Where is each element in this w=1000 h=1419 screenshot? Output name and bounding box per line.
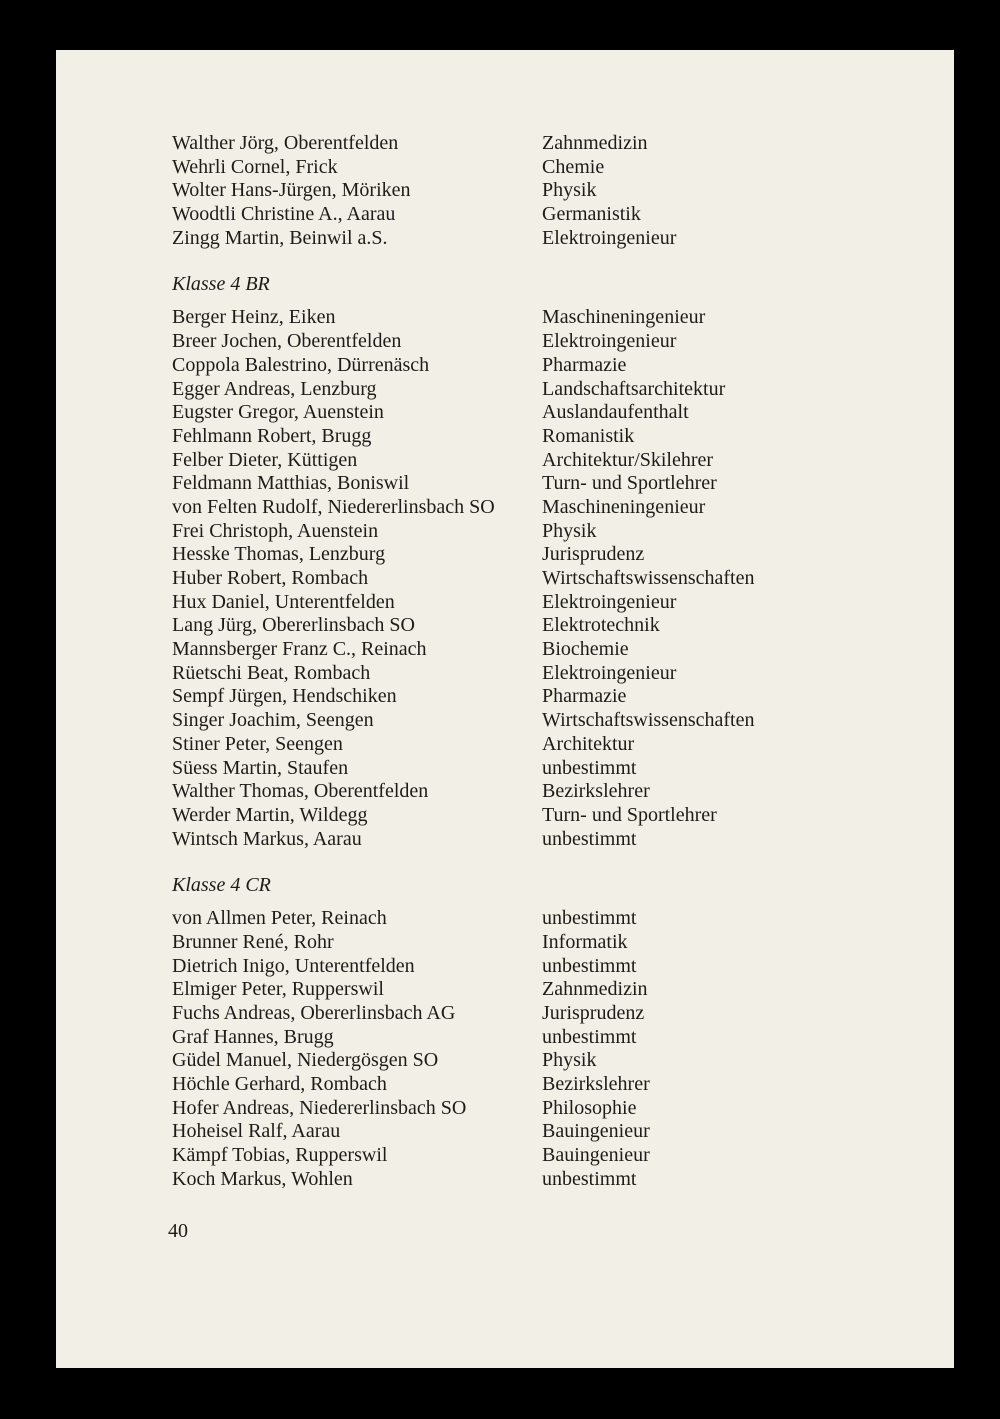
list-item (172, 472, 892, 496)
list-item (172, 1026, 892, 1050)
list-item (172, 955, 892, 979)
student-name: Breer Jochen, Oberentfelden (172, 330, 402, 353)
student-name: Stiner Peter, Seengen (172, 732, 343, 755)
student-name: Hofer Andreas, Niedererlinsbach SO (172, 1096, 467, 1119)
study-subject: Physik (542, 179, 597, 202)
list-item (172, 227, 892, 251)
study-subject: Maschineningenieur (542, 495, 706, 518)
student-name: Woodtli Christine A., Aarau (172, 203, 396, 226)
study-subject: Bezirkslehrer (542, 1073, 650, 1096)
list-item (172, 132, 892, 156)
student-name: Graf Hannes, Brugg (172, 1025, 334, 1048)
study-subject: Bezirkslehrer (542, 780, 650, 803)
study-subject: Elektrotechnik (542, 614, 660, 637)
study-subject: unbestimmt (542, 907, 637, 930)
student-name: Wolter Hans-Jürgen, Möriken (172, 179, 411, 202)
student-name: Lang Jürg, Obererlinsbach SO (172, 614, 415, 637)
list-item (172, 330, 892, 354)
student-name: Coppola Balestrino, Dürrenäsch (172, 353, 430, 376)
section-klasse-4-cr (172, 873, 892, 1191)
list-item (172, 638, 892, 662)
student-name: Fehlmann Robert, Brugg (172, 424, 372, 447)
study-subject: unbestimmt (542, 954, 637, 977)
study-subject: Zahnmedizin (542, 978, 648, 1001)
list-item (172, 496, 892, 520)
student-name: Hesske Thomas, Lenzburg (172, 543, 386, 566)
student-name: Eugster Gregor, Auenstein (172, 401, 384, 424)
list-item (172, 828, 892, 852)
list-item (172, 1049, 892, 1073)
list-item (172, 306, 892, 330)
student-name: Walther Jörg, Oberentfelden (172, 132, 399, 154)
student-name: von Felten Rudolf, Niedererlinsbach SO (172, 495, 495, 518)
list-item (172, 354, 892, 378)
list-item (172, 978, 892, 1002)
study-subject: Elektroingenieur (542, 330, 677, 353)
student-name: Süess Martin, Staufen (172, 756, 349, 779)
student-name: Egger Andreas, Lenzburg (172, 377, 377, 400)
list-item (172, 614, 892, 638)
list-item (172, 567, 892, 591)
study-subject: Landschaftsarchitektur (542, 377, 726, 400)
study-subject: Jurisprudenz (542, 1002, 645, 1024)
student-name: Berger Heinz, Eiken (172, 306, 336, 329)
list-item (172, 401, 892, 425)
student-name: Hux Daniel, Unterentfelden (172, 590, 395, 613)
student-name: Höchle Gerhard, Rombach (172, 1073, 387, 1096)
study-subject: Romanistik (542, 424, 635, 447)
page-number: 40 (168, 1220, 188, 1242)
list-item (172, 804, 892, 828)
list-item (172, 1144, 892, 1168)
list-item (172, 591, 892, 615)
student-name: Hoheisel Ralf, Aarau (172, 1120, 341, 1143)
student-name: Güdel Manuel, Niedergösgen SO (172, 1049, 439, 1072)
list-item (172, 203, 892, 227)
list-item (172, 179, 892, 203)
list-item (172, 1120, 892, 1144)
study-subject: unbestimmt (542, 1025, 637, 1048)
list-item (172, 685, 892, 709)
student-name: Wehrli Cornel, Frick (172, 155, 338, 178)
student-name: Feldmann Matthias, Boniswil (172, 472, 410, 495)
section-heading: Klasse 4 BR (172, 273, 270, 296)
study-subject: Zahnmedizin (542, 132, 648, 154)
student-name: Kämpf Tobias, Rupperswil (172, 1144, 388, 1167)
section-heading: Klasse 4 CR (172, 874, 271, 897)
student-name: Huber Robert, Rombach (172, 567, 369, 589)
list-item (172, 378, 892, 402)
list-item (172, 543, 892, 567)
student-name: Rüetschi Beat, Rombach (172, 661, 371, 684)
student-name: Wintsch Markus, Aarau (172, 827, 362, 850)
study-subject: unbestimmt (542, 756, 637, 779)
student-name: Felber Dieter, Küttigen (172, 448, 358, 471)
list-item (172, 449, 892, 473)
list-item (172, 931, 892, 955)
study-subject: Biochemie (542, 638, 629, 661)
study-subject: Chemie (542, 155, 605, 178)
study-subject: Bauingenieur (542, 1120, 650, 1143)
study-subject: unbestimmt (542, 1167, 637, 1190)
document-page (56, 50, 954, 1368)
study-subject: unbestimmt (542, 827, 637, 850)
study-subject: Philosophie (542, 1096, 637, 1119)
study-subject: Maschineningenieur (542, 306, 706, 329)
study-subject: Jurisprudenz (542, 543, 645, 566)
study-subject: Informatik (542, 930, 628, 953)
section-klasse-4-br (172, 272, 892, 851)
student-name: Koch Markus, Wohlen (172, 1167, 353, 1190)
student-name: Werder Martin, Wildegg (172, 803, 368, 826)
student-name: Singer Joachim, Seengen (172, 709, 374, 732)
student-name: Sempf Jürgen, Hendschiken (172, 685, 397, 708)
section-continuation (172, 132, 892, 250)
list-item (172, 1002, 892, 1026)
study-subject: Physik (542, 519, 597, 542)
list-item (172, 662, 892, 686)
student-name: Mannsberger Franz C., Reinach (172, 638, 427, 661)
study-subject: Auslandaufenthalt (542, 401, 689, 424)
list-item (172, 1097, 892, 1121)
study-subject: Turn- und Sportlehrer (542, 803, 717, 826)
student-name: Dietrich Inigo, Unterentfelden (172, 954, 415, 977)
student-name: Fuchs Andreas, Obererlinsbach AG (172, 1002, 456, 1024)
student-name: Brunner René, Rohr (172, 930, 334, 953)
student-name: Frei Christoph, Auenstein (172, 519, 379, 542)
study-subject: Germanistik (542, 203, 641, 226)
study-subject: Physik (542, 1049, 597, 1072)
study-subject: Turn- und Sportlehrer (542, 472, 717, 495)
list-item (172, 907, 892, 931)
student-name: Elmiger Peter, Rupperswil (172, 978, 384, 1001)
list-item (172, 425, 892, 449)
study-subject: Elektroingenieur (542, 226, 677, 249)
student-name: von Allmen Peter, Reinach (172, 907, 387, 930)
list-item (172, 520, 892, 544)
study-subject: Elektroingenieur (542, 661, 677, 684)
list-item (172, 1073, 892, 1097)
study-subject: Pharmazie (542, 685, 627, 708)
student-name: Zingg Martin, Beinwil a.S. (172, 226, 388, 249)
list-item (172, 757, 892, 781)
list-item (172, 156, 892, 180)
study-subject: Wirtschaftswissenschaften (542, 567, 755, 589)
study-subject: Bauingenieur (542, 1144, 650, 1167)
list-item (172, 1168, 892, 1192)
list-item (172, 709, 892, 733)
study-subject: Architektur/Skilehrer (542, 448, 714, 471)
study-subject: Elektroingenieur (542, 590, 677, 613)
study-subject: Pharmazie (542, 353, 627, 376)
student-list (172, 132, 892, 1192)
list-item (172, 733, 892, 757)
study-subject: Wirtschaftswissenschaften (542, 709, 755, 732)
list-item (172, 780, 892, 804)
study-subject: Architektur (542, 732, 635, 755)
student-name: Walther Thomas, Oberentfelden (172, 780, 429, 803)
